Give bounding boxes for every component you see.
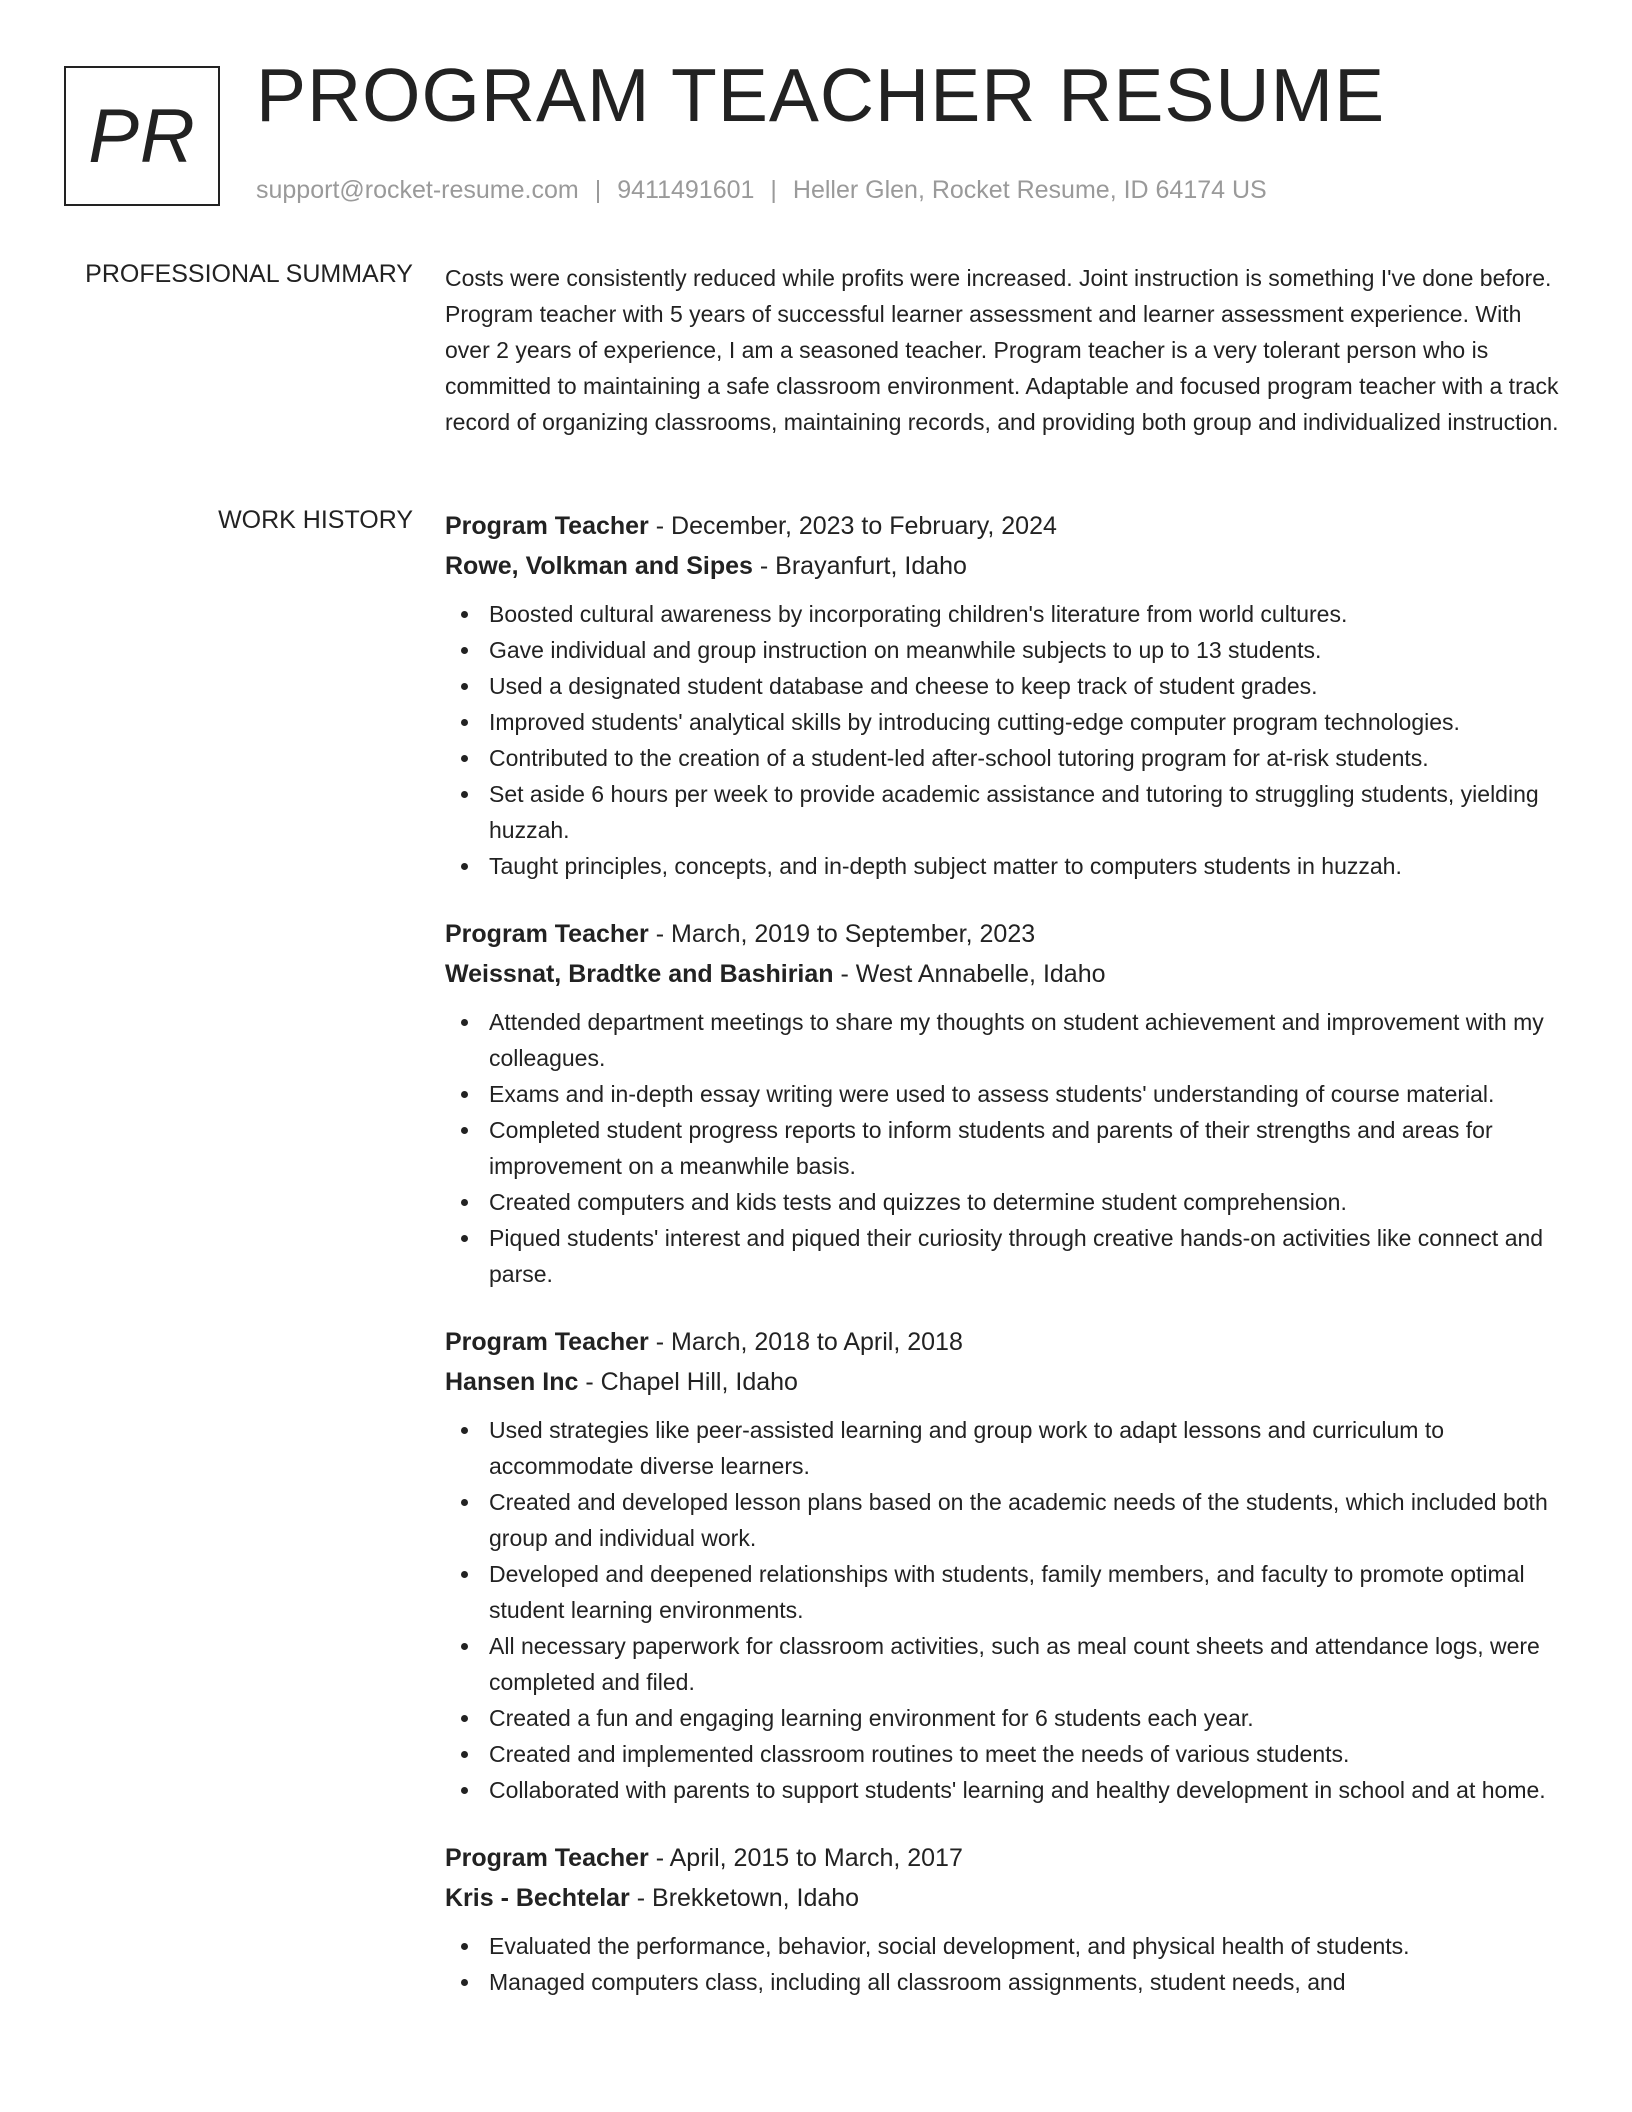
job-company-line: [445, 1362, 1565, 1402]
job-location: - West Annabelle, Idaho: [833, 960, 1106, 988]
job-bullet-list: [445, 596, 1565, 884]
job-location: - Brayanfurt, Idaho: [752, 552, 967, 580]
job-bullet: Piqued students' interest and piqued their curiosity through creative hands-on activities like connect and parse.: [445, 1220, 1565, 1292]
job-entry: [445, 506, 1565, 884]
job-title-line: [445, 1838, 1565, 1878]
job-bullet: Managed computers class, including all classroom assignments, student needs, and: [445, 1964, 1565, 2000]
job-title-line: [445, 914, 1565, 954]
page-title: PROGRAM TEACHER RESUME: [256, 53, 1386, 137]
job-entry: [445, 1838, 1565, 2000]
job-location: - Chapel Hill, Idaho: [578, 1368, 798, 1396]
job-bullet: Created a fun and engaging learning environment for 6 students each year.: [445, 1700, 1565, 1736]
job-bullet: Created computers and kids tests and quizzes to determine student comprehension.: [445, 1184, 1565, 1220]
job-bullet: All necessary paperwork for classroom activities, such as meal count sheets and attendance logs, were completed and filed.: [445, 1628, 1565, 1700]
job-company-line: [445, 546, 1565, 586]
job-bullet: Created and developed lesson plans based on the academic needs of the students, which included both group and individual work.: [445, 1484, 1565, 1556]
job-company: Weissnat, Bradtke and Bashirian: [445, 960, 834, 988]
summary-text: Costs were consistently reduced while profits were increased. Joint instruction is something I've done before. Program teacher with 5 years of successful learner assessment and learner assessment experience. With over 2 years of experience, I am a seasoned teacher. Program teacher is a very tolerant person who is committed to maintaining a safe classroom environment. Adaptable and focused program teacher with a track record of organizing classrooms, maintaining records, and providing both group and individualized instruction.: [445, 265, 1559, 435]
monogram-badge: PR: [64, 66, 220, 206]
job-dates: - April, 2015 to March, 2017: [648, 1844, 963, 1872]
job-company: Rowe, Volkman and Sipes: [445, 552, 753, 580]
job-dates: - December, 2023 to February, 2024: [648, 512, 1057, 540]
job-title-line: [445, 1322, 1565, 1362]
contact-separator: |: [770, 176, 777, 204]
job-company-line: [445, 954, 1565, 994]
job-bullet: Completed student progress reports to inform students and parents of their strengths and areas for improvement on a meanwhile basis.: [445, 1112, 1565, 1184]
contact-address: Heller Glen, Rocket Resume, ID 64174 US: [792, 176, 1267, 204]
job-bullet: Contributed to the creation of a student-led after-school tutoring program for at-risk students.: [445, 740, 1565, 776]
job-entry: [445, 1322, 1565, 1808]
contact-separator: |: [594, 176, 602, 204]
job-company-line: [445, 1878, 1565, 1918]
job-bullet-list: [445, 1004, 1565, 1292]
job-bullet: Boosted cultural awareness by incorporating children's literature from world cultures.: [445, 596, 1565, 632]
job-role: Program Teacher: [445, 920, 649, 948]
contact-line: [256, 176, 1267, 205]
job-bullet: Exams and in-depth essay writing were used to assess students' understanding of course material.: [445, 1076, 1565, 1112]
job-list: [445, 506, 1565, 2030]
job-bullet-list: [445, 1412, 1565, 1808]
job-dates: - March, 2019 to September, 2023: [648, 920, 1036, 948]
contact-phone: 9411491601: [617, 176, 755, 204]
job-bullet: Gave individual and group instruction on meanwhile subjects to up to 13 students.: [445, 632, 1565, 668]
job-company: Kris - Bechtelar: [445, 1884, 630, 1912]
job-role: Program Teacher: [445, 512, 649, 540]
job-bullet: Set aside 6 hours per week to provide academic assistance and tutoring to struggling students, yielding huzzah.: [445, 776, 1565, 848]
contact-email: support@rocket-resume.com: [256, 176, 579, 204]
job-title-line: [445, 506, 1565, 546]
job-entry: [445, 914, 1565, 1292]
job-bullet: Used strategies like peer-assisted learning and group work to adapt lessons and curriculum to accommodate diverse learners.: [445, 1412, 1565, 1484]
job-company: Hansen Inc: [445, 1368, 579, 1396]
summary-heading: PROFESSIONAL SUMMARY: [85, 260, 413, 288]
job-bullet: Collaborated with parents to support students' learning and healthy development in school and at home.: [445, 1772, 1565, 1808]
job-bullet: Developed and deepened relationships with students, family members, and faculty to promote optimal student learning environments.: [445, 1556, 1565, 1628]
job-role: Program Teacher: [445, 1328, 649, 1356]
job-bullet-list: [445, 1928, 1565, 2000]
job-bullet: Created and implemented classroom routines to meet the needs of various students.: [445, 1736, 1565, 1772]
job-bullet: Taught principles, concepts, and in-depth subject matter to computers students in huzzah.: [445, 848, 1565, 884]
job-dates: - March, 2018 to April, 2018: [648, 1328, 963, 1356]
job-location: - Brekketown, Idaho: [629, 1884, 860, 1912]
job-bullet: Improved students' analytical skills by introducing cutting-edge computer program technologies.: [445, 704, 1565, 740]
job-role: Program Teacher: [445, 1844, 649, 1872]
work-history-heading: WORK HISTORY: [218, 506, 413, 534]
job-bullet: Used a designated student database and cheese to keep track of student grades.: [445, 668, 1565, 704]
job-bullet: Attended department meetings to share my thoughts on student achievement and improvement with my colleagues.: [445, 1004, 1565, 1076]
job-bullet: Evaluated the performance, behavior, social development, and physical health of students.: [445, 1928, 1565, 1964]
